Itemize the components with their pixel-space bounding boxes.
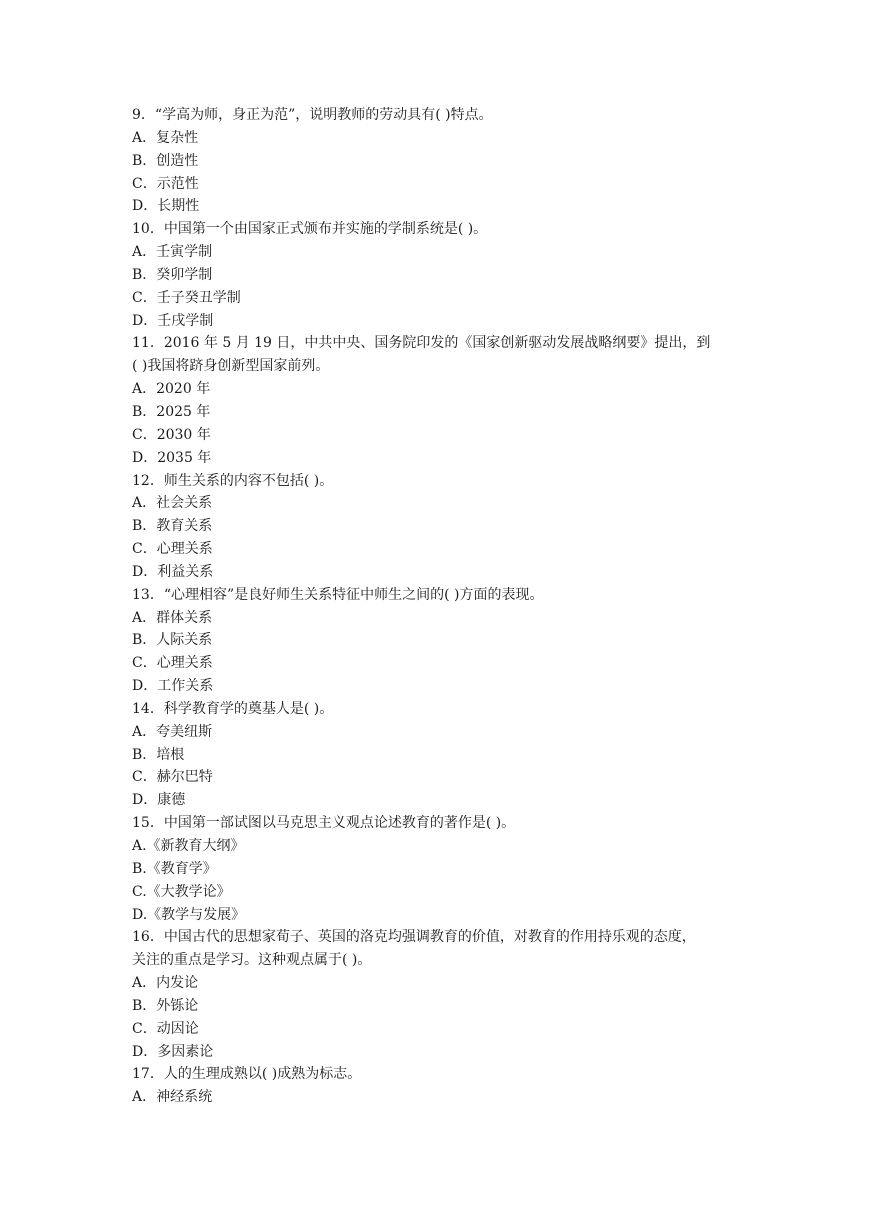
option-a: A.《新教育大纲》 [132,838,245,854]
option-d: D．工作关系 [132,678,214,695]
option-b: B.《教育学》 [132,860,217,877]
question-13 [132,584,752,698]
option-d: D．康德 [132,792,186,809]
question-15 [132,812,752,926]
question-stem: 11．2016 年 5 月 19 日，中共中央、国务院印发的《国家创新驱动发展战略纲要》提出，到 [132,335,711,352]
question-stem: 13．“心理相容”是良好师生关系特征中师生之间的( )方面的表现。 [132,586,544,603]
option-b: B．癸卯学制 [132,266,213,283]
option-b: B．培根 [132,746,185,763]
question-16 [132,926,752,1063]
question-stem: 16．中国古代的思想家荀子、英国的洛克均强调教育的价值，对教育的作用持乐观的态度， [132,929,696,946]
question-stem: 9．“学高为师，身正为范”，说明教师的劳动具有( )特点。 [132,107,493,123]
question-stem: 12．师生关系的内容不包括( )。 [132,472,334,489]
option-d: D.《教学与发展》 [132,906,246,923]
question-stem: 17．人的生理成熟以( )成熟为标志。 [132,1066,362,1083]
question-stem: 10．中国第一个由国家正式颁布并实施的学制系统是( )。 [132,221,488,238]
option-a: A．群体关系 [132,609,213,626]
option-a: A．2020 年 [132,381,211,398]
option-a: A．壬寅学制 [132,244,213,261]
option-d: D．利益关系 [132,563,214,580]
option-a: A．内发论 [132,975,199,992]
option-b: B．创造性 [132,152,199,169]
question-12 [132,470,752,584]
option-c: C．赫尔巴特 [132,769,213,786]
option-d: D．长期性 [132,198,200,215]
option-d: D．多因素论 [132,1043,214,1060]
option-b: B．外铄论 [132,997,199,1014]
question-stem: 15．中国第一部试图以马克思主义观点论述教育的著作是( )。 [132,815,516,832]
question-stem: 14．科学教育学的奠基人是( )。 [132,700,334,717]
option-c: C．壬子癸丑学制 [132,289,241,306]
option-b: B．2025 年 [132,403,211,420]
option-a: A．社会关系 [132,495,213,512]
question-14 [132,698,752,812]
question-10 [132,218,752,332]
option-c: C．示范性 [132,175,199,192]
option-c: C．心理关系 [132,541,213,558]
option-a: A．夸美纽斯 [132,723,213,740]
option-a: A．神经系统 [132,1089,213,1106]
option-c: C．2030 年 [132,426,211,443]
question-stem-continued: ( )我国将跻身创新型国家前列。 [132,358,330,375]
option-d: D．2035 年 [132,449,212,466]
question-17 [132,1063,752,1109]
question-stem-continued: 关注的重点是学习。这种观点属于( )。 [132,952,372,969]
option-c: C．心理关系 [132,655,213,672]
option-a: A．复杂性 [132,129,199,146]
option-d: D．壬戌学制 [132,312,214,329]
question-11 [132,332,752,469]
option-b: B．人际关系 [132,632,213,649]
option-c: C.《大教学论》 [132,883,231,900]
document-page [132,104,752,1109]
question-9 [132,104,752,218]
option-c: C．动因论 [132,1020,199,1037]
option-b: B．教育关系 [132,518,213,535]
